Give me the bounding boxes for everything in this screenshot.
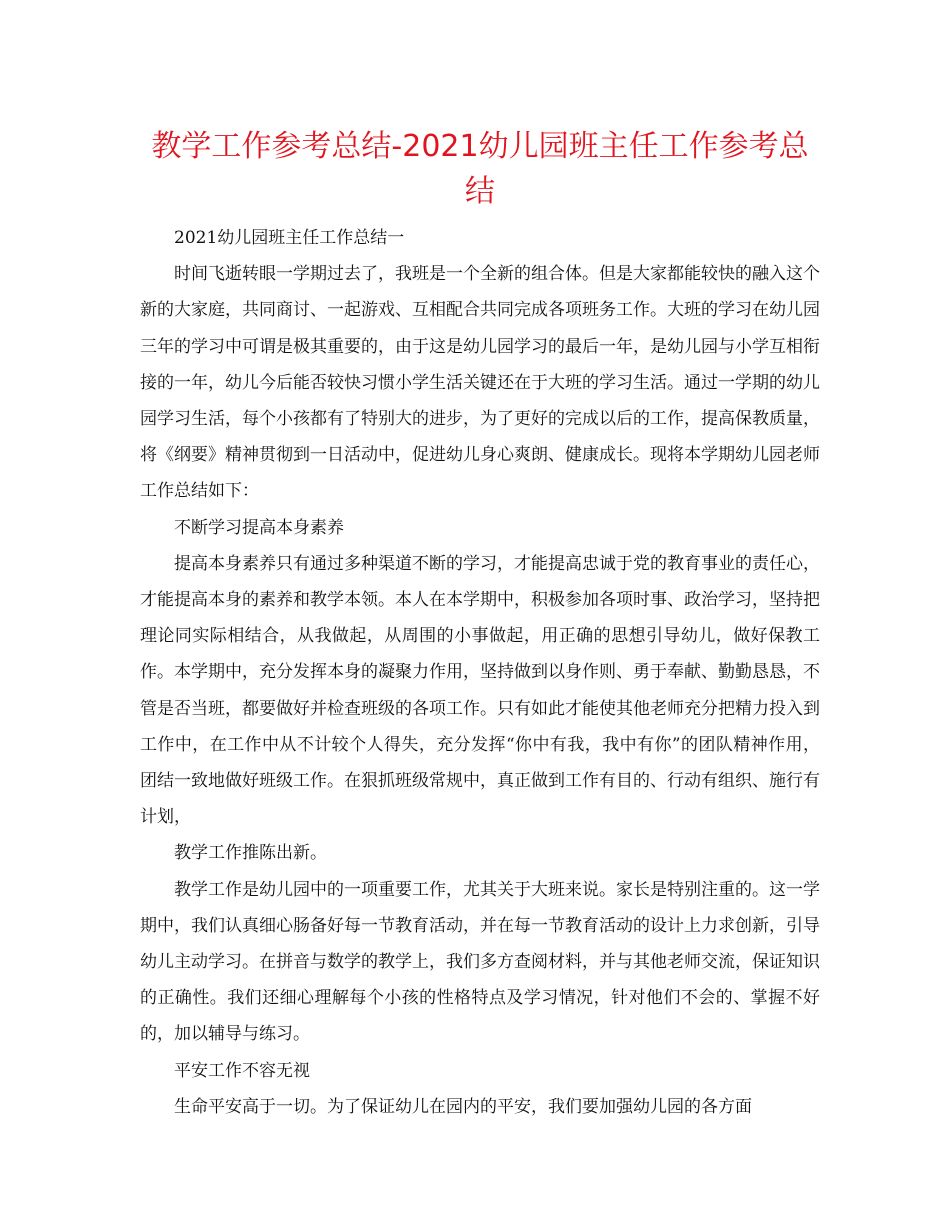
document-title: 教学工作参考总结-2021幼儿园班主任工作参考总结 (151, 129, 809, 209)
paragraph: 教学工作是幼儿园中的一项重要工作，尤其关于大班来说。家长是特别注重的。这一学期中，我们认真细心肠备好每一节教育活动，并在每一节教育活动的设计上力求创新，引导幼儿主动学习。在拼音与数学的教学上，我们多方查阅材料，并与其他老师交流，保证知识的正确性。我们还细心理解每个小孩的性格特点及学习情况，针对他们不会的、掌握不好的，加以辅导与练习。 (140, 879, 820, 1045)
section-heading: 平安工作不容无视 (174, 1060, 310, 1081)
document-body (140, 220, 820, 1125)
paragraph-heading: 2021幼儿园班主任工作总结一 (174, 228, 405, 248)
section-heading: 不断学习提高本身素养 (174, 517, 344, 538)
paragraph: 生命平安高于一切。为了保证幼儿在园内的平安，我们要加强幼儿园的各方面 (174, 1096, 752, 1117)
paragraph: 提高本身素养只有通过多种渠道不断的学习，才能提高忠诚于党的教育事业的责任心，才能提高本身的素养和教学本领。本人在本学期中，积极参加各项时事、政治学习，坚持把理论同实际相结合，从我做起，从周围的小事做起，用正确的思想引导幼儿，做好保教工作。本学期中，充分发挥本身的凝聚力作用，坚持做到以身作则、勇于奉献、勤勤恳恳，不管是否当班，都要做好并检查班级的各项工作。只有如此才能使其他老师充分把精力投入到工作中，在工作中从不计较个人得失，充分发挥“你中有我，我中有你”的团队精神作用，团结一致地做好班级工作。在狠抓班级常规中，真正做到工作有目的、行动有组织、施行有计划， (140, 553, 820, 828)
paragraph: 时间飞逝转眼一学期过去了，我班是一个全新的组合体。但是大家都能较快的融入这个新的大家庭，共同商讨、一起游戏、互相配合共同完成各项班务工作。大班的学习在幼儿园三年的学习中可谓是极其重要的，由于这是幼儿园学习的最后一年，是幼儿园与小学互相衔接的一年，幼儿今后能否较快习惯小学生活关键还在于大班的学习生活。通过一学期的幼儿园学习生活，每个小孩都有了特别大的进步，为了更好的完成以后的工作，提高保教质量，将《纲要》精神贯彻到一日活动中，促进幼儿身心爽朗、健康成长。现将本学期幼儿园老师工作总结如下： (140, 264, 820, 502)
section-heading: 教学工作推陈出新。 (174, 843, 327, 864)
